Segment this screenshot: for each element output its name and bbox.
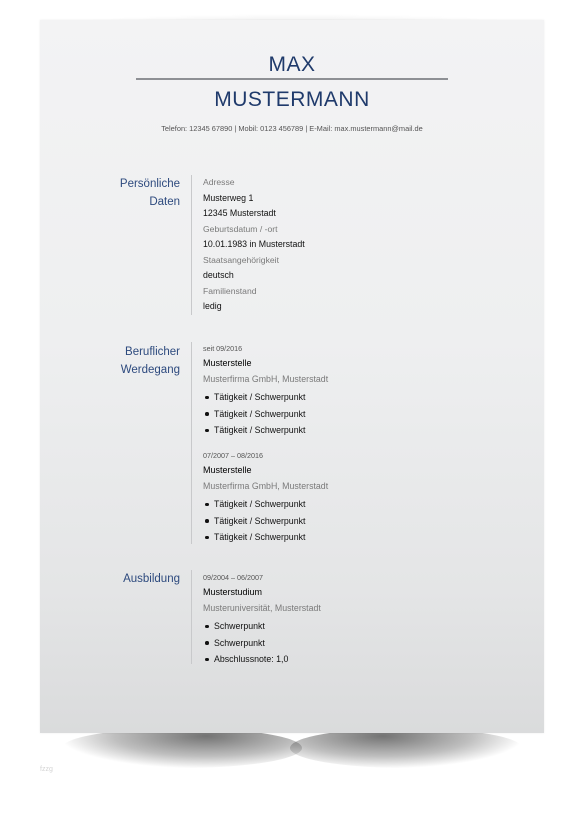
entry-company: Musterfirma GmbH, Musterstadt <box>203 374 329 384</box>
entry-bullet: Tätigkeit / Schwerpunkt <box>203 496 503 513</box>
field-label: Familienstand <box>203 285 257 296</box>
watermark-text: fzzg <box>40 766 53 773</box>
entry-bullet: Schwerpunkt <box>203 635 503 652</box>
section-title-line: Ausbildung <box>123 573 180 585</box>
section-divider <box>191 175 192 315</box>
field-value: 12345 Musterstadt <box>203 208 276 218</box>
field-value: Musterweg 1 <box>203 192 254 203</box>
entry-position: Musterstudium <box>203 587 263 597</box>
field-label: Staatsangehörigkeit <box>203 254 279 265</box>
page-shadow-right <box>290 728 522 768</box>
name-divider <box>136 78 448 80</box>
entry-bullet: Tätigkeit / Schwerpunkt <box>203 422 503 439</box>
entry-bullet: Tätigkeit / Schwerpunkt <box>203 513 503 530</box>
field-label: Geburtsdatum / -ort <box>203 223 278 234</box>
entry-date: 07/2007 – 08/2016 <box>203 451 263 460</box>
section-title-line: Beruflicher <box>125 346 180 358</box>
section-title-line: Werdegang <box>120 364 180 376</box>
entry-position: Musterstelle <box>203 358 252 368</box>
field-label: Adresse <box>203 177 235 187</box>
section-title-education <box>70 570 180 588</box>
entry-bullet: Tätigkeit / Schwerpunkt <box>203 389 503 406</box>
cv-page <box>40 20 544 733</box>
entry-institution: Musteruniversität, Musterstadt <box>203 603 321 613</box>
entry-date: 09/2004 – 06/2007 <box>203 573 263 582</box>
entry-company: Musterfirma GmbH, Musterstadt <box>203 481 329 491</box>
section-title-line: Persönliche <box>119 178 180 190</box>
entry-bullet: Tätigkeit / Schwerpunkt <box>203 406 503 423</box>
section-divider <box>191 342 192 544</box>
section-divider <box>191 570 192 664</box>
field-value: 10.01.1983 in Musterstadt <box>203 239 305 249</box>
personal-data-block <box>203 175 503 315</box>
first-name: MAX <box>268 53 316 76</box>
entry-bullet: Tätigkeit / Schwerpunkt <box>203 529 503 546</box>
entry-bullet: Schwerpunkt <box>203 618 503 635</box>
section-title-line: Daten <box>149 196 180 208</box>
career-entry <box>203 342 503 439</box>
entry-date: seit 09/2016 <box>203 344 243 353</box>
entry-bullet: Abschlussnote: 1,0 <box>203 651 503 668</box>
section-title-personal <box>70 175 180 211</box>
page-shadow-left <box>62 728 302 768</box>
last-name: MUSTERMANN <box>214 88 370 111</box>
education-entry <box>203 571 503 668</box>
field-value: deutsch <box>203 270 234 280</box>
contact-line: Telefon: 12345 67890 | Mobil: 0123 456789 | E-Mail: max.mustermann@mail.de <box>161 124 423 133</box>
career-entry <box>203 449 503 546</box>
field-value: ledig <box>203 301 222 311</box>
section-title-career <box>70 343 180 379</box>
entry-position: Musterstelle <box>203 465 252 475</box>
